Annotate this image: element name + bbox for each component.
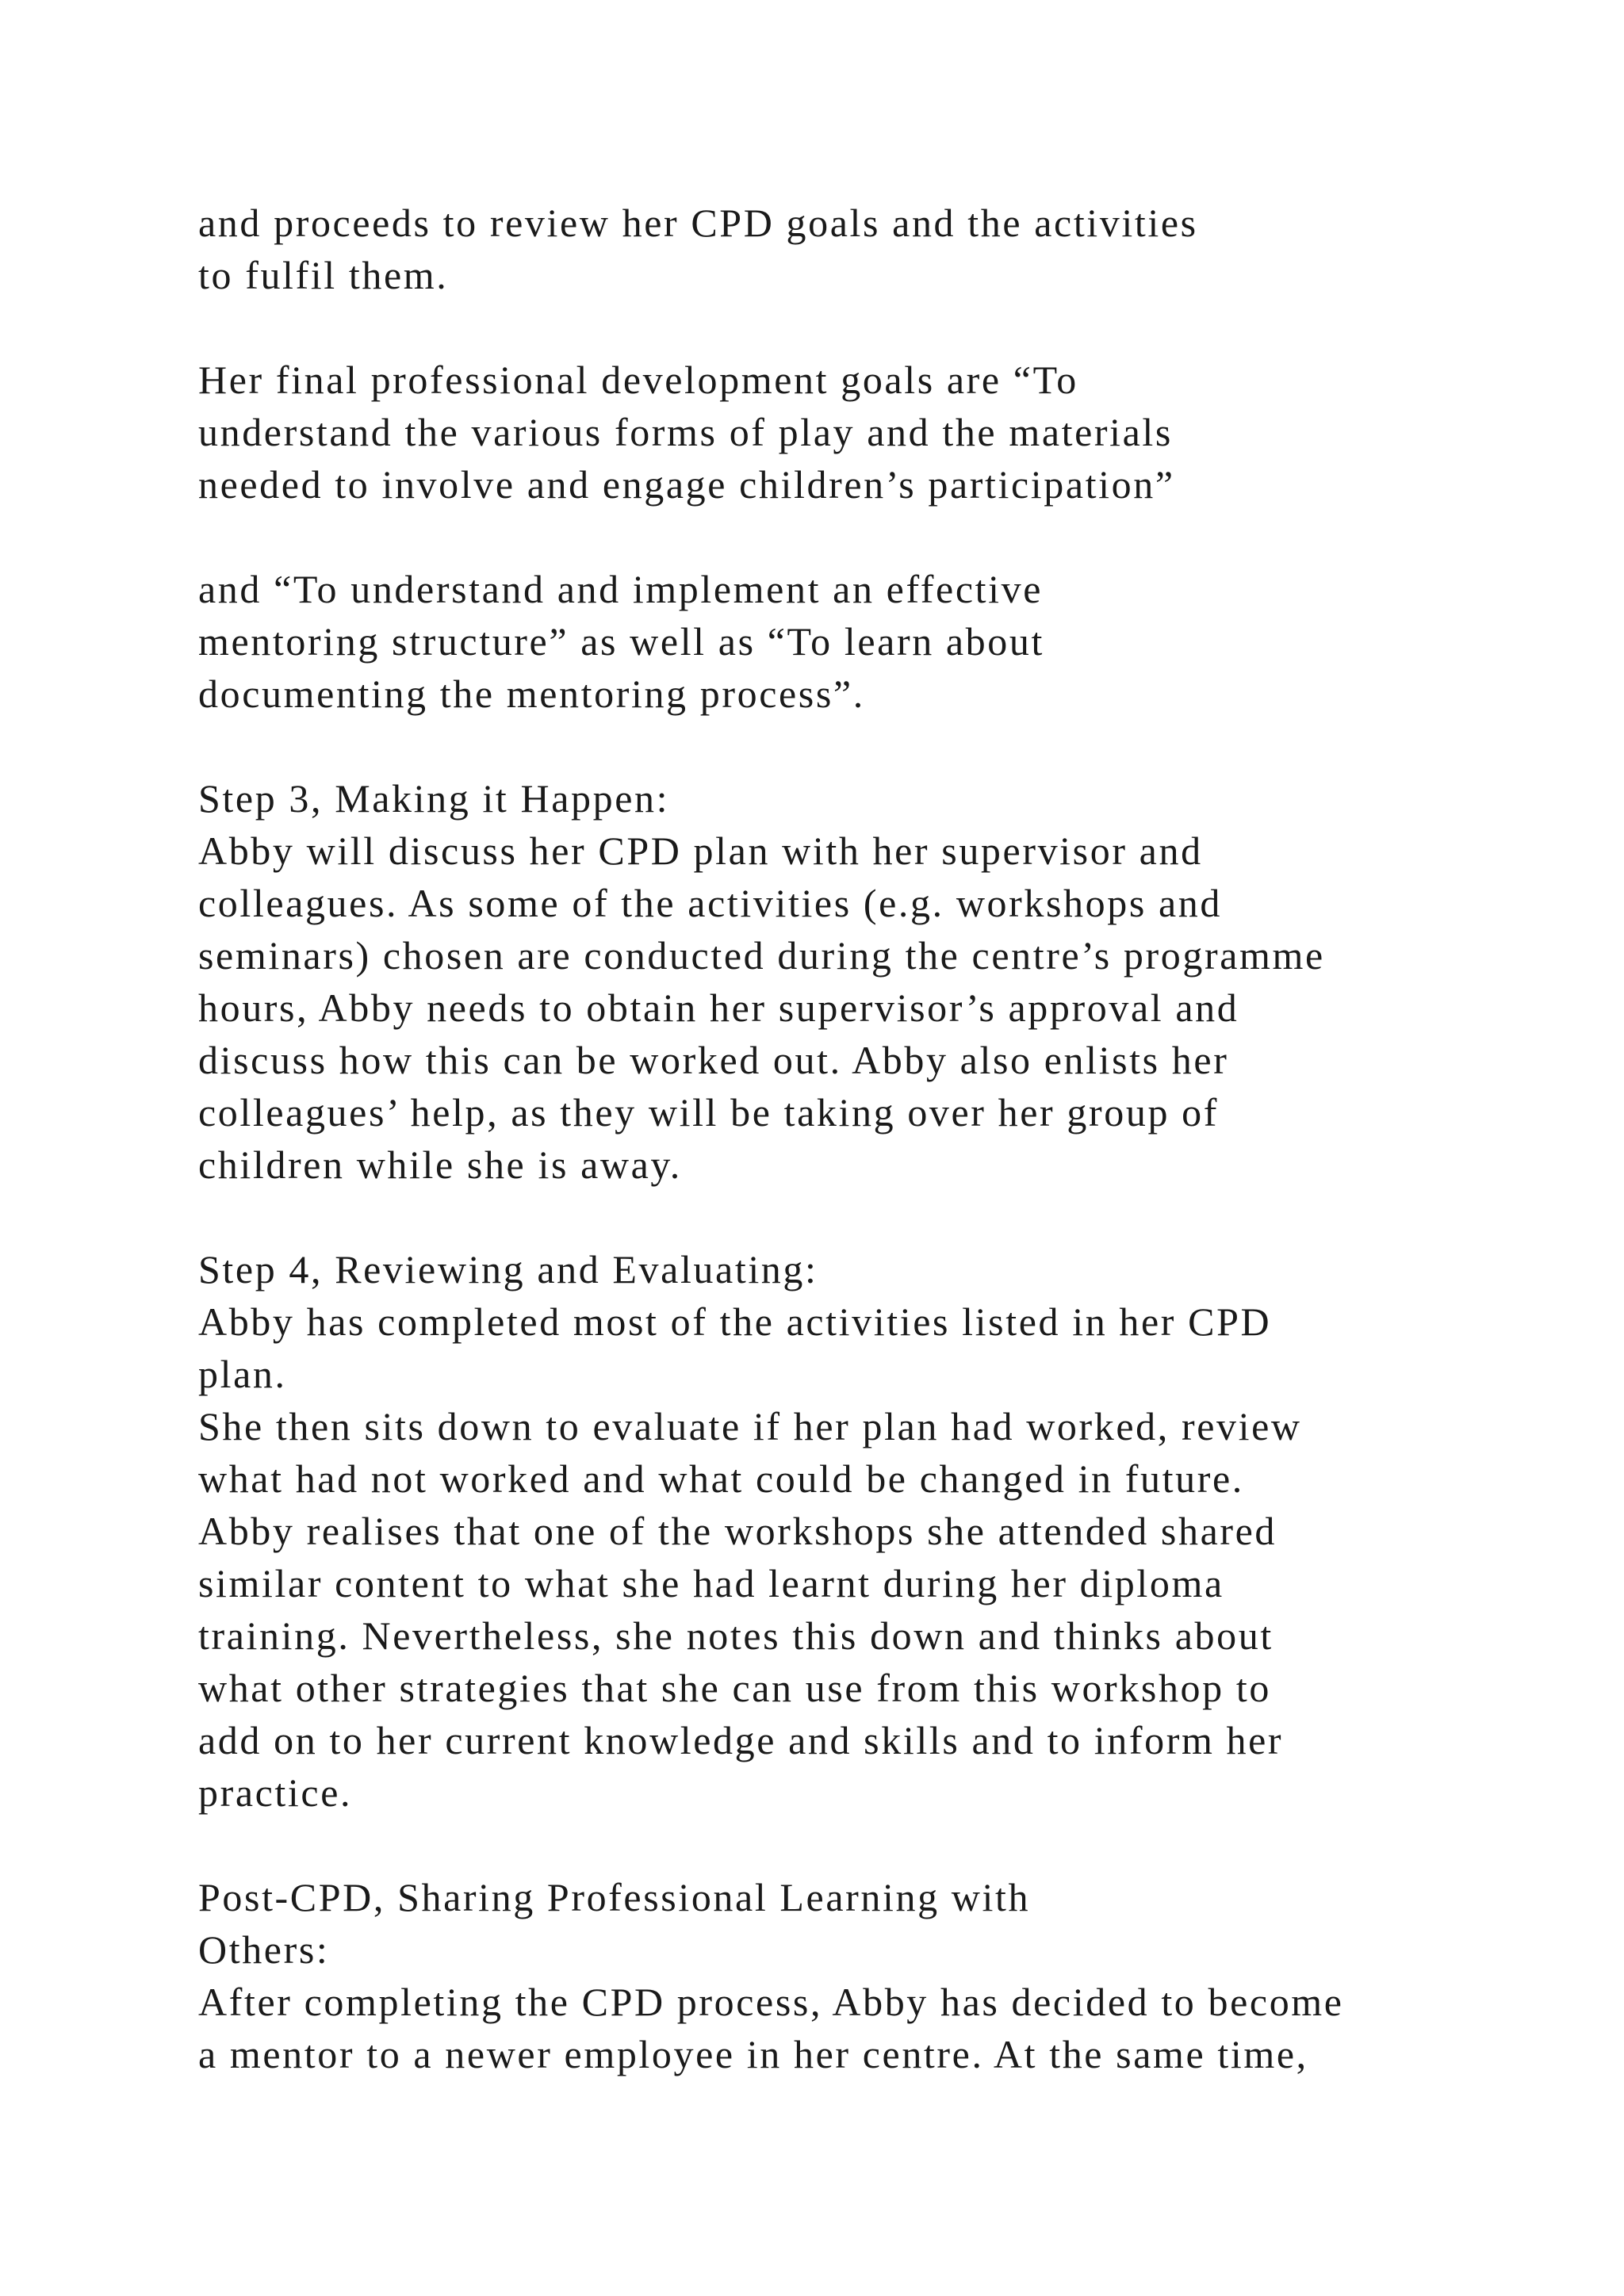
text-line: Abby has completed most of the activities listed in her CPD (198, 1299, 1272, 1344)
text-line: colleagues. As some of the activities (e.g. workshops and (198, 881, 1222, 925)
text-line: what had not worked and what could be changed in future. (198, 1456, 1244, 1501)
text-line: Abby realises that one of the workshops she attended shared (198, 1509, 1277, 1553)
text-line: mentoring structure” as well as “To learn about (198, 619, 1044, 664)
text-line: what other strategies that she can use from this workshop to (198, 1666, 1271, 1710)
text-line: After completing the CPD process, Abby has decided to become (198, 1980, 1344, 2024)
text-line: seminars) chosen are conducted during the centre’s programme (198, 933, 1325, 978)
text-line: hours, Abby needs to obtain her supervisor’s approval and (198, 985, 1239, 1030)
text-line: documenting the mentoring process”. (198, 672, 865, 716)
text-line: discuss how this can be worked out. Abby also enlists her (198, 1038, 1229, 1082)
text-line: She then sits down to evaluate if her plan had worked, review (198, 1404, 1302, 1448)
text-line: Step 3, Making it Happen: (198, 776, 670, 821)
text-line: add on to her current knowledge and skills and to inform her (198, 1718, 1284, 1762)
text-line: Her final professional development goals are “To (198, 358, 1078, 402)
text-line: Abby will discuss her CPD plan with her supervisor and (198, 828, 1203, 873)
paragraph-gap (198, 511, 1546, 563)
text-line: to fulfil them. (198, 253, 449, 297)
paragraph-gap (198, 301, 1546, 354)
text-line: and proceeds to review her CPD goals and the activities (198, 201, 1198, 245)
text-line: plan. (198, 1352, 287, 1396)
text-line: Step 4, Reviewing and Evaluating: (198, 1247, 818, 1292)
text-line: practice. (198, 1770, 353, 1815)
text-line: Others: (198, 1927, 330, 1972)
paragraph-gap (198, 720, 1546, 772)
paragraph-gap (198, 1819, 1546, 1871)
text-line: training. Nevertheless, she notes this down and thinks about (198, 1613, 1274, 1658)
text-line: Post-CPD, Sharing Professional Learning with (198, 1875, 1031, 1919)
text-line: and “To understand and implement an effective (198, 567, 1043, 611)
paragraph-gap (198, 1191, 1546, 1243)
text-line: a mentor to a newer employee in her centre. At the same time, (198, 2032, 1308, 2076)
text-line: understand the various forms of play and the materials (198, 410, 1173, 454)
text-line: similar content to what she had learnt during her diploma (198, 1561, 1224, 1605)
text-line: needed to involve and engage children’s participation” (198, 462, 1175, 507)
text-line: colleagues’ help, as they will be taking over her group of (198, 1090, 1220, 1135)
document-body (198, 197, 1546, 2080)
text-line: children while she is away. (198, 1142, 682, 1187)
